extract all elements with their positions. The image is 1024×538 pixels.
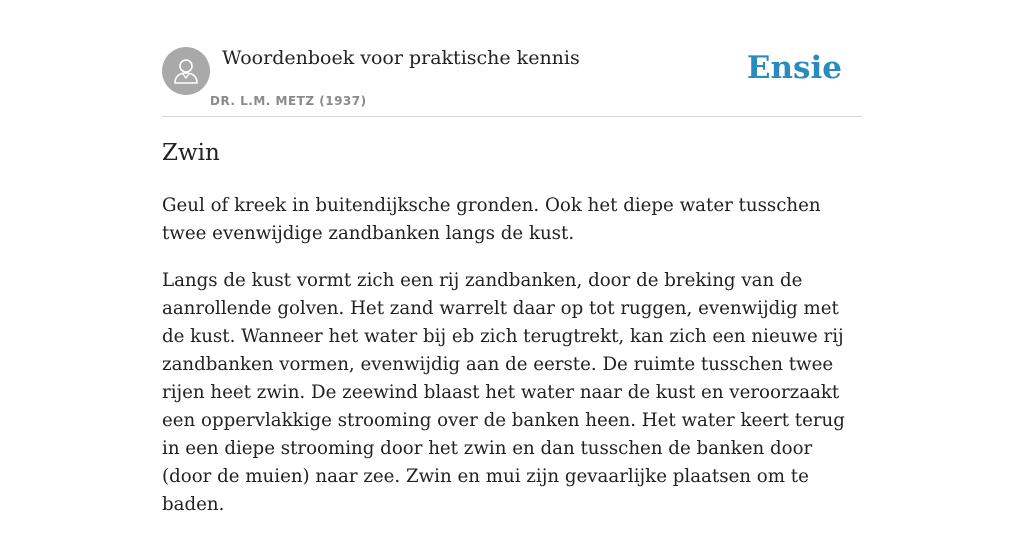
user-avatar-icon [173, 57, 199, 85]
source-header [162, 0, 862, 117]
entry-title: Zwin [162, 140, 220, 166]
entry-paragraph: Geul of kreek in buitendijksche gronden. Ook het diepe water tusschen twee evenwijdige zandbanken langs de kust. [162, 195, 821, 244]
entry-body [162, 192, 862, 538]
page [162, 0, 862, 515]
author-label[interactable]: DR. L.M. METZ (1937) [210, 94, 367, 108]
avatar [162, 47, 210, 95]
entry-paragraph: Langs de kust vormt zich een rij zandbanken, door de breking van de aanrollende golven. Het zand warrelt daar op tot ruggen, evenwijdig met de kust. Wanneer het water bij eb zich terugtrekt, kan zich een nieuwe rij zandbanken vormen, evenwijdig aan de eerste. De ruimte tusschen twee rijen heet zwin. De zeewind blaast het water naar de kust en veroorzaakt een oppervlakkige strooming over de banken heen. Het water keert terug in een diepe strooming door het zwin en dan tusschen de banken door (door de muien) naar zee. Zwin en mui zijn gevaarlijke plaatsen om te baden. [162, 270, 845, 515]
ensie-logo[interactable]: Ensie [746, 50, 842, 86]
book-title[interactable]: Woordenboek voor praktische kennis [222, 47, 580, 69]
